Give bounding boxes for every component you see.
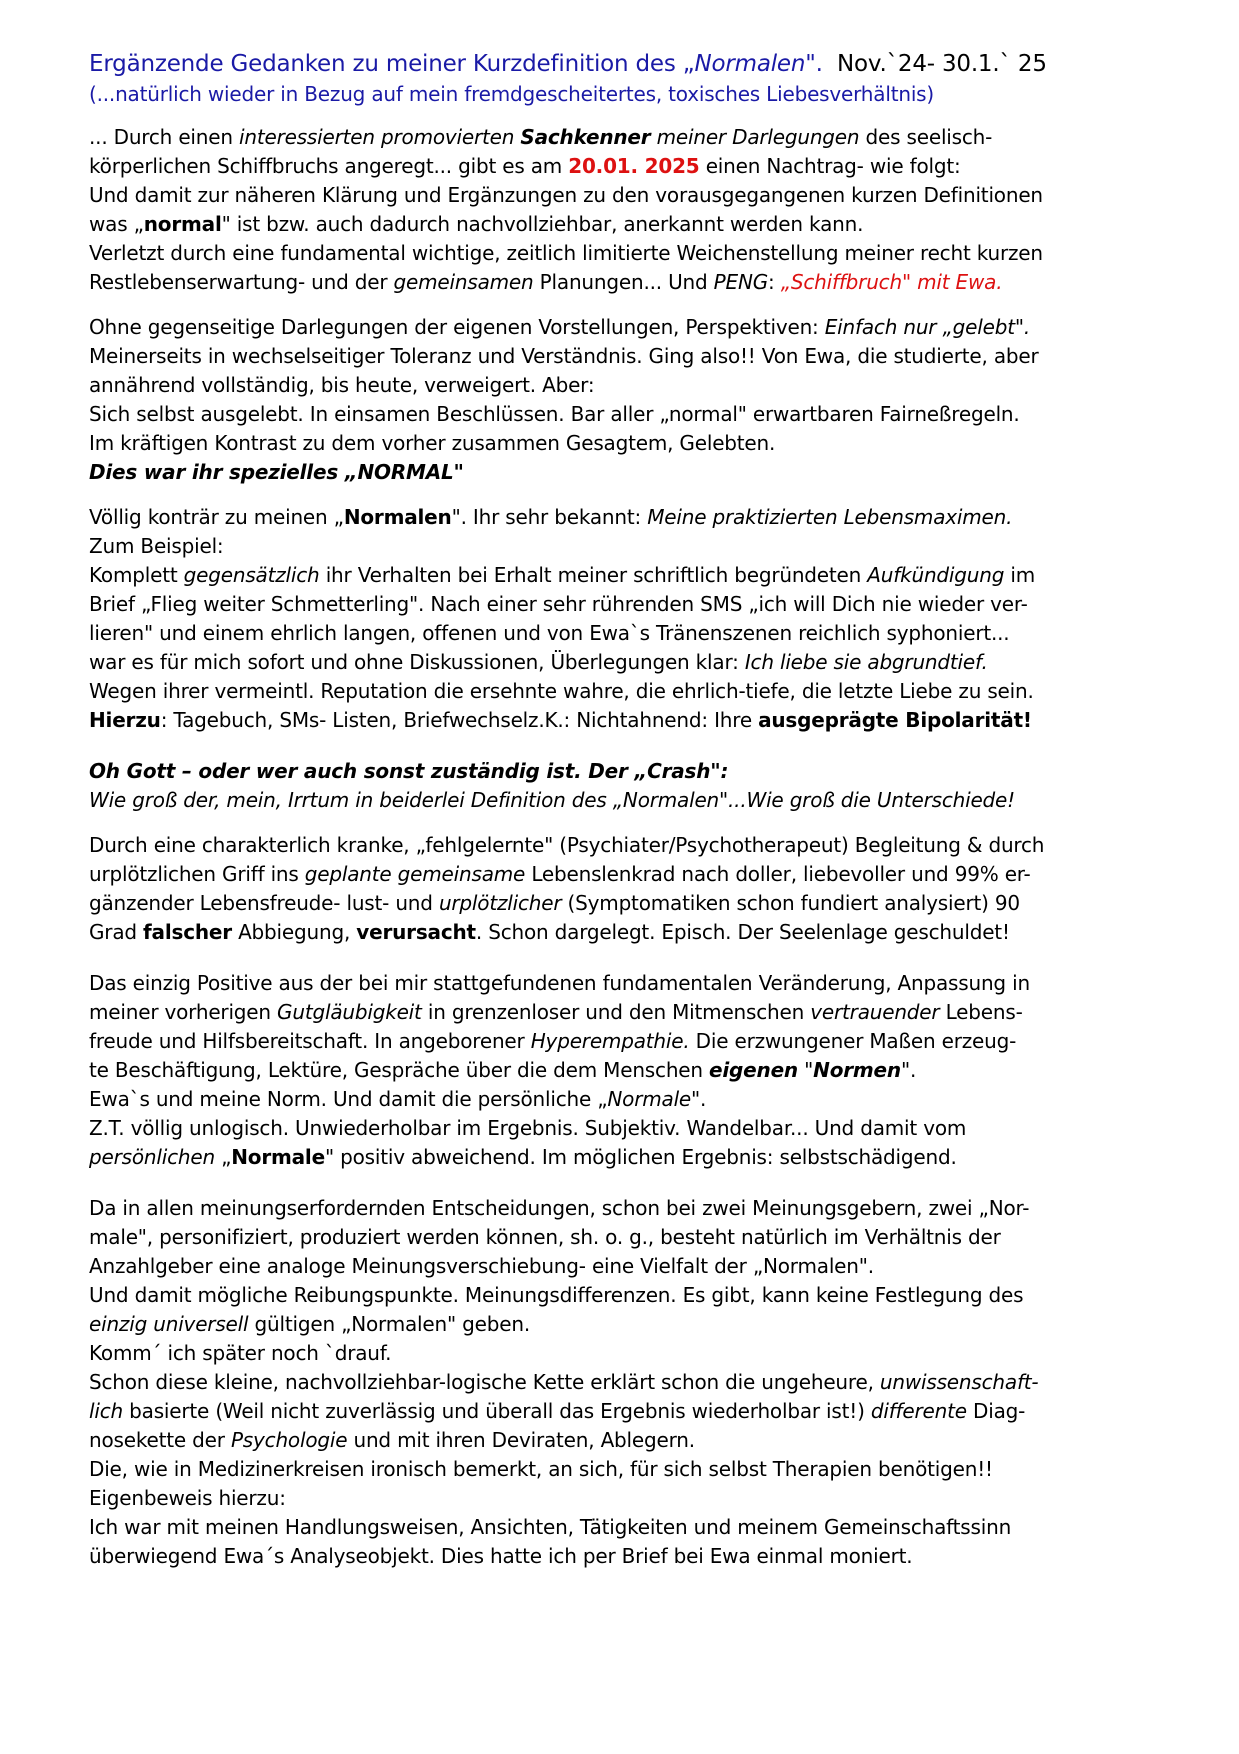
bold-italic-span: Normen [813,1058,901,1082]
text-line [89,918,1169,947]
title-italic: Normalen [694,51,806,77]
text-line [89,210,1169,239]
text-span: basierte (Weil nicht zuverlässig und überall das Ergebnis wiederholbar ist!) [123,1399,871,1423]
text-line [89,503,1169,532]
text-span: ". [691,1087,707,1111]
bold-span: Hierzu [89,708,161,732]
bold-italic-span: Sachkenner [520,125,651,149]
text-line: Wegen ihrer vermeintl. Reputation die ersehnte wahre, die ehrlich-tiefe, die letzte Liebe zu sein. [89,679,1034,703]
text-span: . Schon dargelegt. Episch. Der Seelenlage geschuldet! [475,920,1010,944]
text-line: Und damit zur näheren Klärung und Ergänzungen zu den vorausgegangenen kurzen Definitionen [89,183,1043,207]
text-line: überwiegend Ewa´s Analyseobjekt. Dies hatte ich per Brief bei Ewa einmal moniert. [89,1544,913,1568]
bold-span: falscher [143,920,232,944]
highlighted-date: 20.01. 2025 [568,154,700,178]
italic-span: interessierten promovierten [239,125,521,149]
text-span: " [797,1058,814,1082]
italic-span: Aufkündigung [867,563,1005,587]
bold-italic-span: eigenen [709,1058,798,1082]
italic-span: einzig universell [89,1312,249,1336]
paragraph-4 [89,757,1169,815]
text-line [89,561,1169,590]
text-line: Komm´ ich später noch `drauf. [89,1341,392,1365]
italic-span: gemeinsamen [393,270,534,294]
text-span: Restlebenserwartung- und der [89,270,394,294]
title-suffix: ". [805,51,823,77]
italic-span: Gutgläubigkeit [277,1000,422,1024]
text-line: Brief „Flieg weiter Schmetterling". Nach einer sehr rührenden SMS „ich will Dich nie wieder ver- [89,592,1028,616]
italic-span: Hyperempathie. [530,1029,690,1053]
italic-span: urplötzlicher [438,891,562,915]
text-span: ... Durch einen [89,125,239,149]
text-span: Abbiegung, [231,920,357,944]
text-line: Zum Beispiel: [89,534,224,558]
text-line: Verletzt durch eine fundamental wichtige, zeitlich limitierte Weichenstellung meiner recht kurzen [89,241,1043,265]
text-span: Die erzwungener Maßen erzeug- [689,1029,1017,1053]
text-line [89,998,1169,1027]
paragraph-5 [89,831,1169,947]
text-span: Grad [89,920,144,944]
red-italic-span: „Schiffbruch" mit Ewa. [780,270,1003,294]
italic-span: PENG [713,270,769,294]
text-line [89,706,1169,735]
text-span: Völlig konträr zu meinen „ [89,505,344,529]
text-line: Ich war mit meinen Handlungsweisen, Ansichten, Tätigkeiten und meinem Gemeinschaftssinn [89,1515,1012,1539]
text-span: ". [900,1058,917,1082]
text-span: Planungen... Und [533,270,714,294]
text-span: Komplett [89,563,184,587]
paragraph-7 [89,1194,1169,1571]
text-span: Ohne gegenseitige Darlegungen der eigenen Vorstellungen, Perspektiven: [89,315,825,339]
text-span: : Tagebuch, SMs- Listen, Briefwechselz.K.: Nichtahnend: Ihre [160,708,759,732]
text-line: Meinerseits in wechselseitiger Toleranz und Verständnis. Ging also!! Von Ewa, die studierte, aber [89,344,1039,368]
text-span: gültigen „Normalen" geben. [248,1312,530,1336]
text-line [89,1397,1169,1426]
document-title [89,48,1169,80]
text-line: Sich selbst ausgelebt. In einsamen Beschlüssen. Bar aller „normal" erwartbaren Fairneßregeln. [89,402,1020,426]
text-span: " positiv abweichend. Im möglichen Ergebnis: selbstschädigend. [324,1145,957,1169]
document-page [89,48,1169,1587]
bold-span: Normalen [343,505,452,529]
text-line: annährend vollständig, bis heute, verweigert. Aber: [89,373,595,397]
text-span: " ist bzw. auch dadurch nachvollziehbar, anerkannt werden kann. [221,212,864,236]
text-span: ". Ihr sehr bekannt: [451,505,648,529]
text-line: Durch eine charakterlich kranke, „fehlgelernte" (Psychiater/Psychotherapeut) Begleitung & durch [89,833,1045,857]
text-line: Das einzig Positive aus der bei mir stattgefundenen fundamentalen Veränderung, Anpassung in [89,971,1030,995]
italic-span: meiner Darlegungen [650,125,860,149]
text-line [89,313,1169,342]
text-span: „ [214,1145,232,1169]
title-date: Nov.`24- 30.1.` 25 [836,51,1047,77]
text-span: Diag- [966,1399,1026,1423]
title-prefix: Ergänzende Gedanken zu meiner Kurzdefinition des „ [89,51,695,77]
italic-span: differente [870,1399,967,1423]
text-line: male", personifiziert, produziert werden können, sh. o. g., besteht natürlich im Verhältnis der [89,1225,1001,1249]
text-line [89,123,1169,152]
italic-span: vertrauender [810,1000,940,1024]
text-line: Z.T. völlig unlogisch. Unwiederholbar im Ergebnis. Subjektiv. Wandelbar... Und damit vom [89,1116,967,1140]
text-line [89,648,1169,677]
document-subtitle: (...natürlich wieder in Bezug auf mein fremdgescheitertes, toxisches Liebesverhältnis) [89,82,934,106]
bold-span: verursacht [356,920,476,944]
text-line: Und damit mögliche Reibungspunkte. Meinungsdifferenzen. Es gibt, kann keine Festlegung des [89,1283,1024,1307]
text-line [89,889,1169,918]
paragraph-6 [89,969,1169,1172]
text-span: einen Nachtrag- wie folgt: [699,154,961,178]
text-span: Ewa`s und meine Norm. Und damit die persönliche „ [89,1087,608,1111]
text-span: was „ [89,212,144,236]
paragraph-2 [89,313,1169,487]
italic-span: lich [89,1399,123,1423]
paragraph-1 [89,123,1169,297]
text-span: (Symptomatiken schon fundiert analysiert) 90 [561,891,1020,915]
italic-span: Einfach nur „gelebt". [824,315,1030,339]
italic-span: Ich liebe sie abgrundtief. [744,650,988,674]
italic-span: geplante gemeinsame [304,862,526,886]
text-line [89,1027,1169,1056]
italic-span: persönlichen [89,1145,215,1169]
text-line [89,152,1169,181]
text-span: war es für mich sofort und ohne Diskussionen, Überlegungen klar: [89,650,745,674]
italic-span: unwissenschaft- [879,1370,1039,1394]
bold-span: Normale [231,1145,325,1169]
paragraph-3 [89,503,1169,735]
text-line [89,860,1169,889]
text-line [89,1143,1169,1172]
text-span: te Beschäftigung, Lektüre, Gespräche über die dem Menschen [89,1058,710,1082]
text-line: Anzahlgeber eine analoge Meinungsverschiebung- eine Vielfalt der „Normalen". [89,1254,874,1278]
text-line [89,1368,1169,1397]
italic-span: Psychologie [230,1428,348,1452]
text-span: : [768,270,781,294]
text-line: Da in allen meinungserfordernden Entscheidungen, schon bei zwei Meinungsgebern, zwei „Nor- [89,1196,1030,1220]
italic-line: Wie groß der, mein, Irrtum in beiderlei Definition des „Normalen"...Wie groß die Unterschiede! [89,788,1015,812]
italic-span: Meine praktizierten Lebensmaximen. [647,505,1013,529]
text-span: Lebenslenkrad nach doller, liebevoller und 99% er- [525,862,1031,886]
text-line: lieren" und einem ehrlich langen, offenen und von Ewa`s Tränenszenen reichlich syphoniert... [89,621,1010,645]
text-span: ihr Verhalten bei Erhalt meiner schriftlich begründeten [319,563,868,587]
bold-span: ausgeprägte Bipolarität! [758,708,1032,732]
text-line: Die, wie in Medizinerkreisen ironisch bemerkt, an sich, für sich selbst Therapien benötigen!! [89,1457,993,1481]
text-span: und mit ihren Deviraten, Ablegern. [347,1428,695,1452]
text-line [89,1056,1169,1085]
text-span: nosekette der [89,1428,231,1452]
text-span: körperlichen Schiffbruchs angeregt... gibt es am [89,154,569,178]
text-span: gänzender Lebensfreude- lust- und [89,891,439,915]
text-span: urplötzlichen Griff ins [89,862,305,886]
italic-span: gegensätzlich [183,563,320,587]
text-span: in grenzenloser und den Mitmenschen [421,1000,811,1024]
italic-span: Normale [607,1087,692,1111]
text-span: Lebens- [939,1000,1023,1024]
text-span: im [1004,563,1036,587]
text-line [89,268,1169,297]
emphasis-heading: Oh Gott – oder wer auch sonst zuständig ist. Der „Crash": [89,759,729,783]
text-line: Im kräftigen Kontrast zu dem vorher zusammen Gesagtem, Gelebten. [89,431,776,455]
text-line [89,1426,1169,1455]
text-line [89,1310,1169,1339]
text-line: Eigenbeweis hierzu: [89,1486,286,1510]
text-span: des seelisch- [859,125,993,149]
text-line [89,1085,1169,1114]
text-span: freude und Hilfsbereitschaft. In angeborener [89,1029,531,1053]
emphasis-line: Dies war ihr spezielles „NORMAL" [89,460,464,484]
text-span: meiner vorherigen [89,1000,278,1024]
text-span: Schon diese kleine, nachvollziehbar-logische Kette erklärt schon die ungeheure, [89,1370,880,1394]
bold-span: normal [143,212,222,236]
